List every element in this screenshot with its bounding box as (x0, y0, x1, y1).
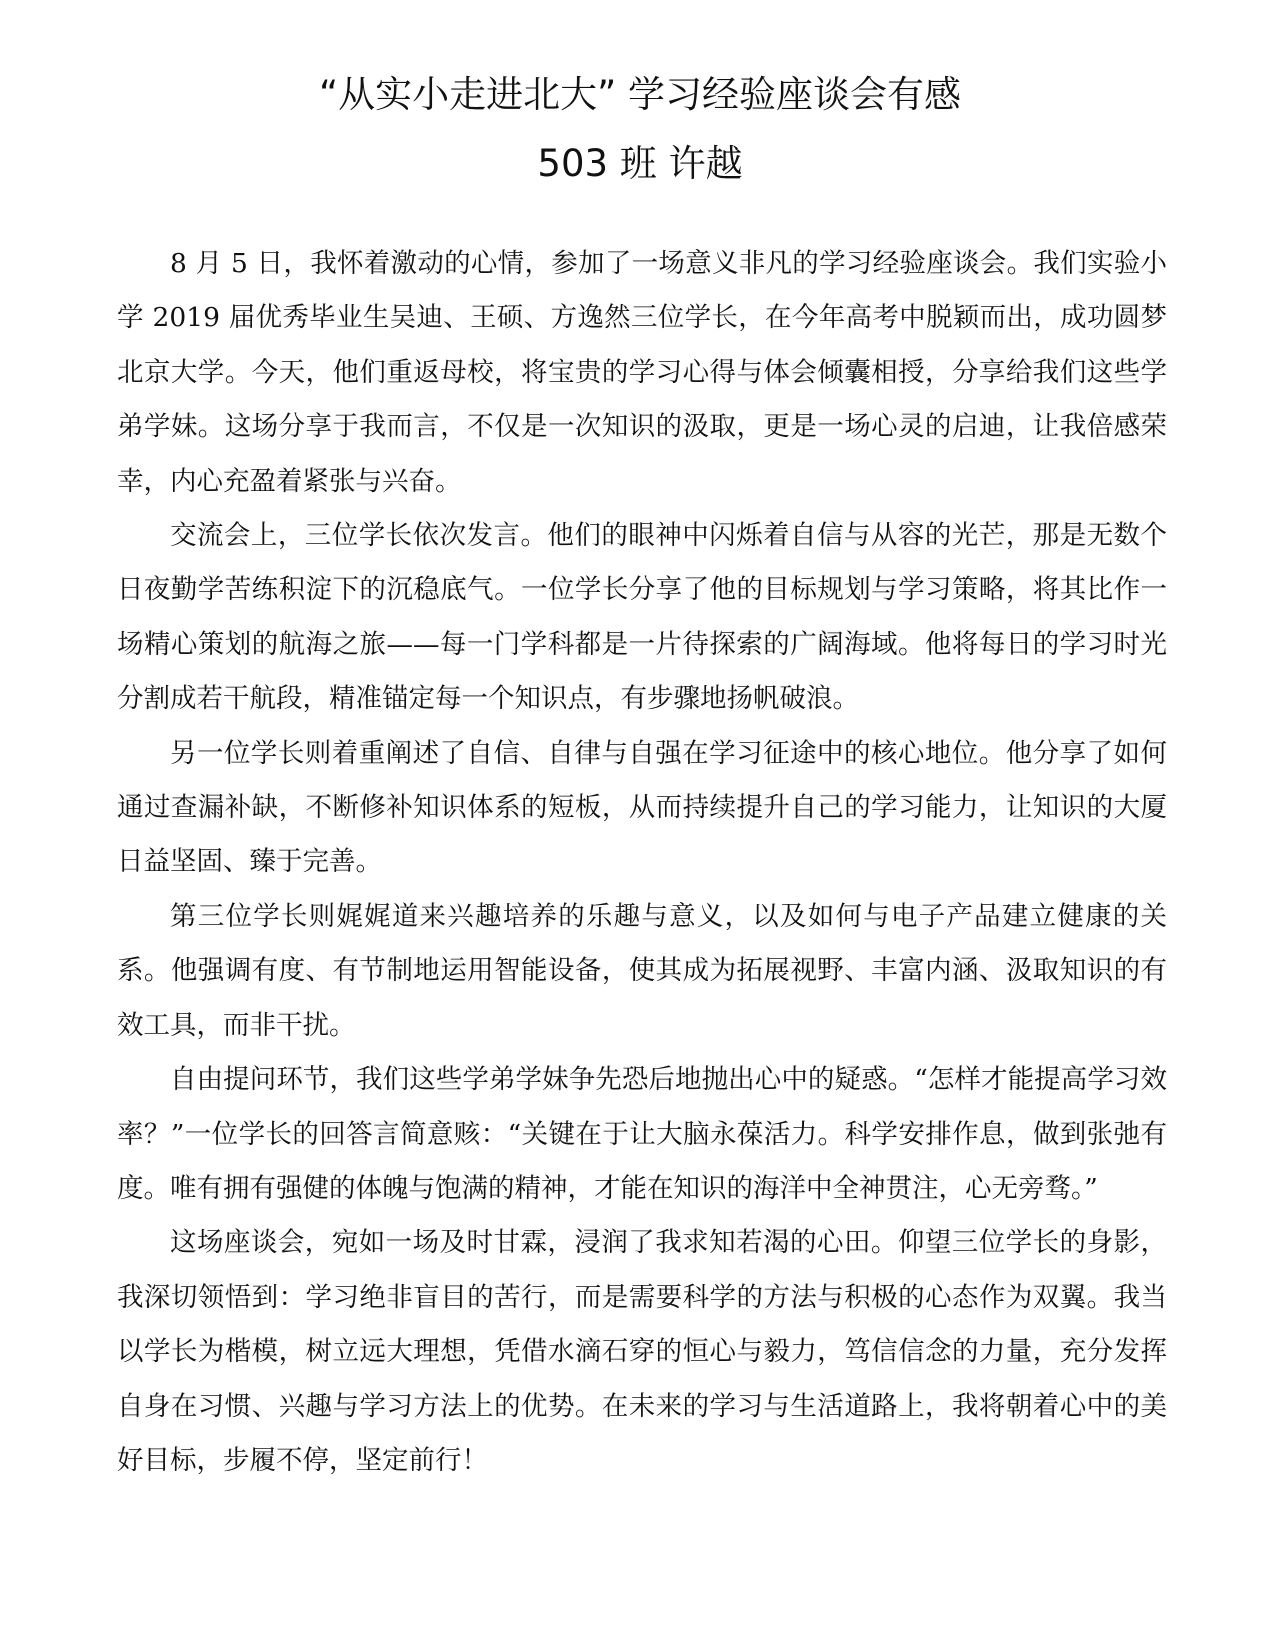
author-line: 503 班 许越 (537, 142, 743, 185)
paragraph: 交流会上，三位学长依次发言。他们的眼神中闪烁着自信与从容的光芒，那是无数个日夜勤学苦练积淀下的沉稳底气。一位学长分享了他的目标规划与学习策略，将其比作一场精心策划的航海之旅——每一门学科都是一片待探索的广阔海域。他将每日的学习时光分割成若干航段，精准锚定每一个知识点，有步骤地扬帆破浪。 (117, 520, 1167, 715)
paragraph: 这场座谈会，宛如一场及时甘霖，浸润了我求知若渴的心田。仰望三位学长的身影，我深切领悟到：学习绝非盲目的苦行，而是需要科学的方法与积极的心态作为双翼。我当以学长为楷模，树立远大理想，凭借水滴石穿的恒心与毅力，笃信信念的力量，充分发挥自身在习惯、兴趣与学习方法上的优势。在未来的学习与生活道路上，我将朝着心中的美好目标，步履不停，坚定前行！ (117, 1227, 1167, 1476)
paragraph: 另一位学长则着重阐述了自信、自律与自强在学习征途中的核心地位。他分享了如何通过查漏补缺，不断修补知识体系的短板，从而持续提升自己的学习能力，让知识的大厦日益坚固、臻于完善。 (117, 737, 1167, 878)
paragraph: 8 月 5 日，我怀着激动的心情，参加了一场意义非凡的学习经验座谈会。我们实验小学 2019 届优秀毕业生吴迪、王硕、方逸然三位学长，在今年高考中脱颖而出，成功圆梦北京大学。今天，他们重返母校，将宝贵的学习心得与体会倾囊相授，分享给我们这些学弟学妹。这场分享于我而言，不仅是一次知识的汲取，更是一场心灵的启迪，让我倍感荣幸，内心充盈着紧张与兴奋。 (117, 248, 1167, 497)
document-body (117, 237, 1167, 1488)
document-title: “从实小走进北大” 学习经验座谈会有感 (318, 73, 962, 116)
paragraph: 第三位学长则娓娓道来兴趣培养的乐趣与意义，以及如何与电子产品建立健康的关系。他强调有度、有节制地运用智能设备，使其成为拓展视野、丰富内涵、汲取知识的有效工具，而非干扰。 (117, 900, 1167, 1041)
paragraph: 自由提问环节，我们这些学弟学妹争先恐后地抛出心中的疑惑。“怎样才能提高学习效率？”一位学长的回答言简意赅：“关键在于让大脑永葆活力。科学安排作息，做到张弛有度。唯有拥有强健的体魄与饱满的精神，才能在知识的海洋中全神贯注，心无旁骛。” (117, 1064, 1167, 1204)
